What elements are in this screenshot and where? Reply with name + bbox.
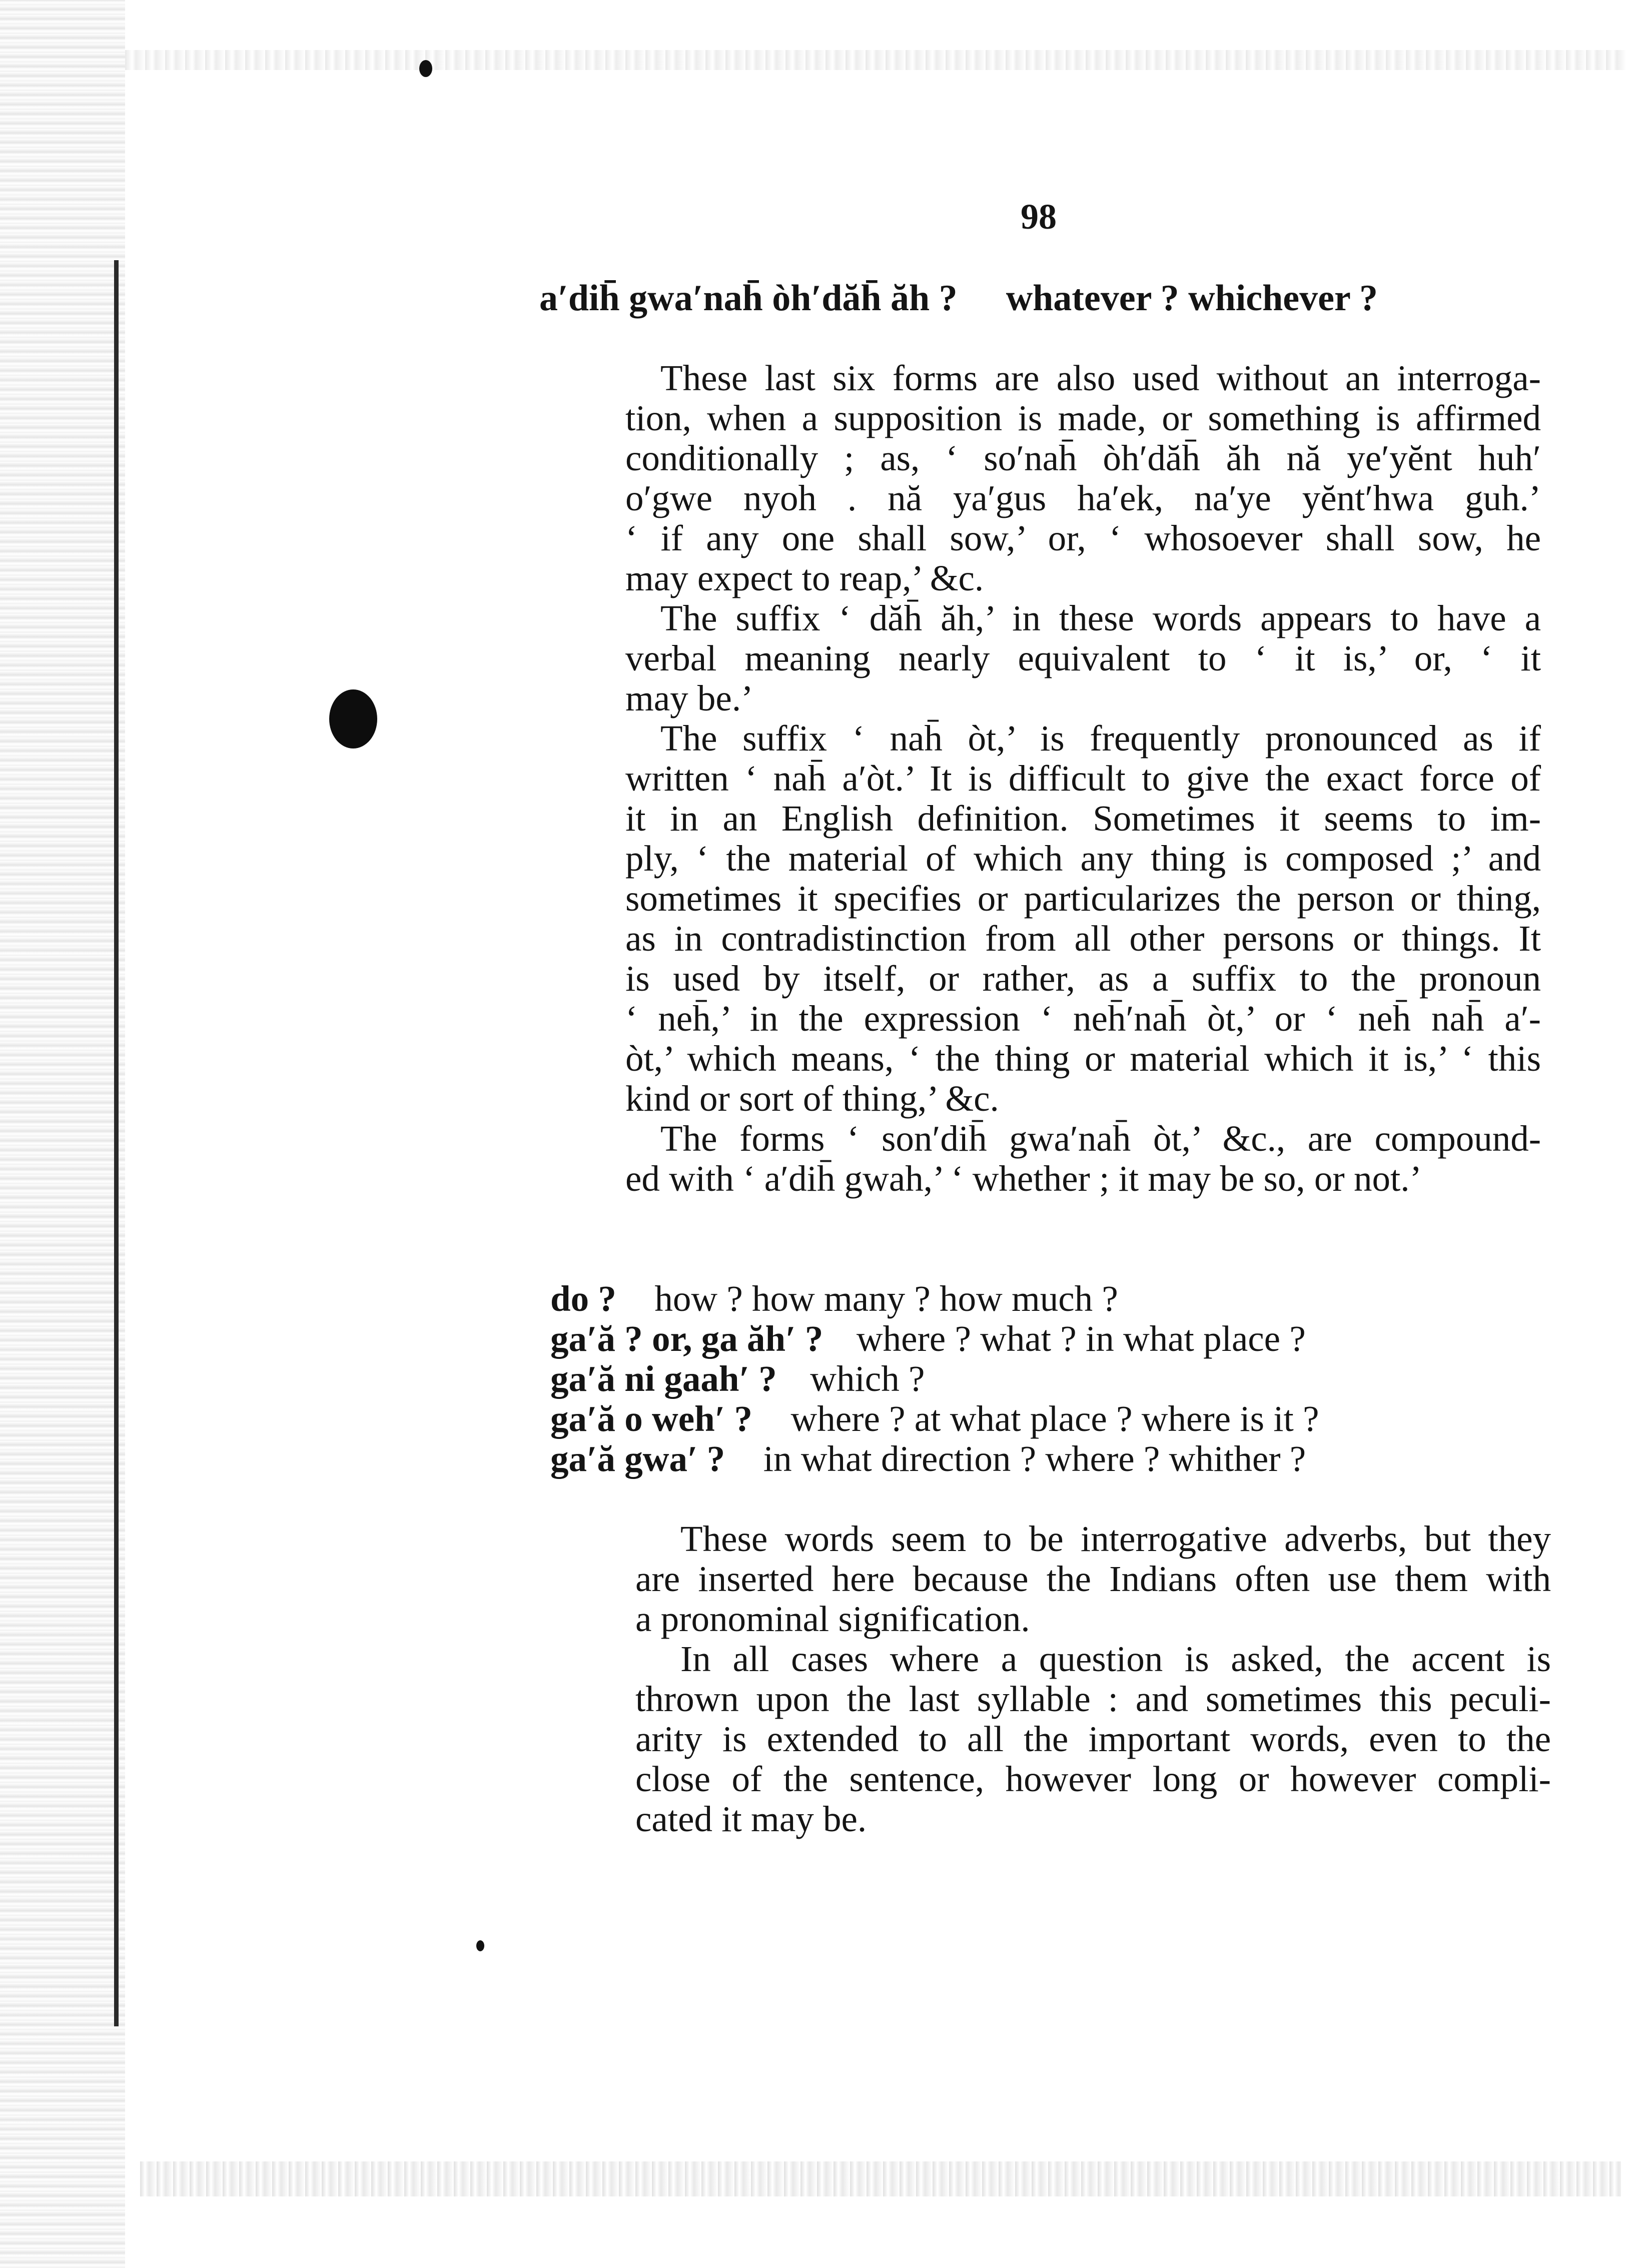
text-line: ply, ‘ the material of which any thing is composed ;’ and (625, 838, 1541, 879)
paragraph-6 (635, 1639, 1551, 1839)
text-line: The suffix ‘ nah̄ òt,’ is frequently pronounced as if (660, 718, 1541, 759)
scan-edge-bottom (140, 2161, 1621, 2196)
text-line: ‘ neh̄,’ in the expression ‘ neh̄′nah̄ òt,’ or ‘ neh̄ nah̄ a′- (625, 998, 1541, 1039)
list-gloss: how ? how many ? how much ? (654, 1278, 1118, 1319)
list-gloss: where ? at what place ? where is it ? (790, 1398, 1319, 1439)
text-line: verbal meaning nearly equivalent to ‘ it is,’ or, ‘ it (625, 638, 1541, 678)
text-line: written ‘ nah̄ a′òt.’ It is difficult to give the exact force of (625, 758, 1541, 799)
paragraph-1 (625, 358, 1541, 598)
list-item (550, 1359, 1501, 1399)
word-list (550, 1279, 1501, 1479)
binding-rule (114, 260, 119, 2026)
ink-dot (476, 1940, 484, 1951)
entry-term: a′dih̄ gwa′nah̄ òh′dăh̄ ăh ? (539, 278, 958, 319)
list-term: ga′ă ni gaah′ ? (550, 1358, 777, 1399)
page-number: 98 (1021, 197, 1057, 237)
list-item (550, 1319, 1501, 1359)
text-line: are inserted here because the Indians often use them with (635, 1559, 1551, 1599)
text-line: These words seem to be interrogative adverbs, but they (680, 1519, 1551, 1559)
text-line: ‘ if any one shall sow,’ or, ‘ whosoever shall sow, he (625, 518, 1541, 558)
text-line: may be.’ (625, 678, 753, 718)
text-line: arity is extended to all the important words, even to the (635, 1719, 1551, 1759)
ink-dot (419, 60, 432, 77)
paragraph-5 (635, 1519, 1551, 1639)
scan-edge-left (0, 0, 125, 2268)
entry-gloss: whatever ? whichever ? (1006, 278, 1378, 319)
text-line: it in an English definition. Sometimes it seems to im- (625, 798, 1541, 839)
list-term: ga′ă ? or, ga ăh′ ? (550, 1318, 823, 1359)
text-line: cated it may be. (635, 1799, 867, 1839)
paragraph-2 (625, 598, 1541, 718)
text-line: as in contradistinction from all other persons or things. It (625, 918, 1541, 959)
entry-heading (539, 277, 1378, 319)
paragraph-4 (625, 1119, 1541, 1199)
list-term: ga′ă o weh′ ? (550, 1398, 753, 1439)
text-line: may expect to reap,’ &c. (625, 558, 984, 598)
text-line: thrown upon the last syllable : and sometimes this peculi- (635, 1679, 1551, 1719)
text-line: òt,’ which means, ‘ the thing or material which it is,’ ‘ this (625, 1038, 1541, 1079)
text-line: o′gwe nyoh . nă ya′gus ha′ek, na′ye yĕnt′hwa guh.’ (625, 478, 1541, 518)
list-item (550, 1399, 1501, 1439)
text-line: conditionally ; as, ‘ so′nah̄ òh′dăh̄ ăh nă ye′yĕnt huh′ (625, 438, 1541, 478)
list-gloss: which ? (810, 1358, 925, 1399)
ink-blot (329, 689, 377, 748)
text-line: sometimes it specifies or particularizes the person or thing, (625, 878, 1541, 919)
text-line: ed with ‘ a′dih̄ gwah,’ ‘ whether ; it may be so, or not.’ (625, 1158, 1422, 1199)
list-term: do ? (550, 1278, 616, 1319)
list-item (550, 1279, 1501, 1319)
text-line: a pronominal signification. (635, 1599, 1030, 1639)
list-gloss: where ? what ? in what place ? (856, 1318, 1306, 1359)
text-line: is used by itself, or rather, as a suffix to the pronoun (625, 958, 1541, 999)
text-line: The forms ‘ son′dih̄ gwa′nah̄ òt,’ &c., are compound- (660, 1118, 1541, 1159)
text-line: kind or sort of thing,’ &c. (625, 1078, 999, 1119)
text-line: close of the sentence, however long or however compli- (635, 1759, 1551, 1799)
text-line: The suffix ‘ dăh̄ ăh,’ in these words appears to have a (660, 598, 1541, 638)
text-line: In all cases where a question is asked, the accent is (680, 1639, 1551, 1679)
text-line: tion, when a supposition is made, or something is affirmed (625, 398, 1541, 438)
list-term: ga′ă gwa′ ? (550, 1438, 725, 1479)
scan-edge-top (125, 50, 1626, 70)
list-item (550, 1439, 1501, 1479)
list-gloss: in what direction ? where ? whither ? (763, 1438, 1306, 1479)
text-line: These last six forms are also used without an interroga- (660, 358, 1541, 398)
paragraph-3 (625, 718, 1541, 1119)
